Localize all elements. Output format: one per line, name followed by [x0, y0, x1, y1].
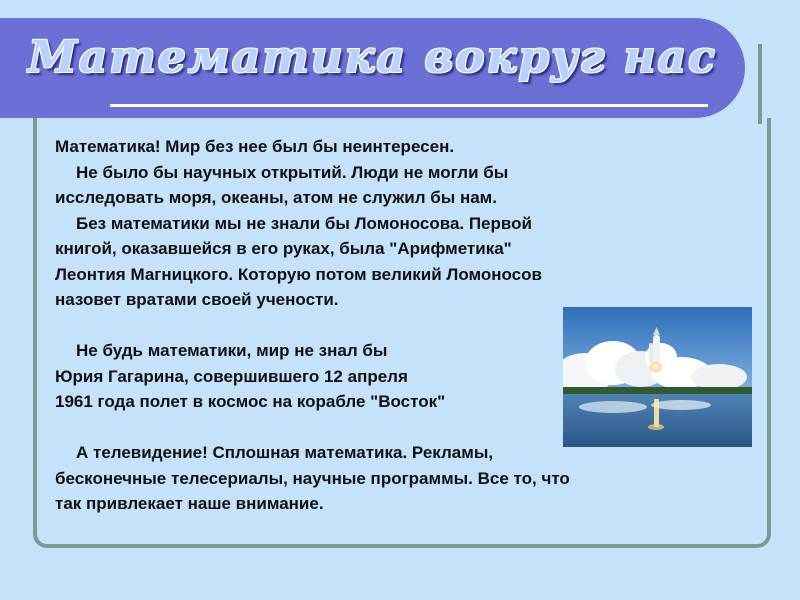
- paragraph-discoveries-line-1: Не было бы научных открытий. Люди не могли бы: [76, 162, 509, 182]
- slide-title: Математика вокруг нас: [28, 32, 717, 83]
- paragraph-intro: Математика! Мир без нее был бы неинтересен.: [55, 137, 455, 156]
- paragraph-lomonosov-line-4: назовет вратами своей учености.: [55, 290, 339, 309]
- paragraph-television-line-3: так привлекает наше внимание.: [55, 494, 324, 513]
- paragraph-lomonosov-line-2: книгой, оказавшейся в его руках, была "Арифметика": [55, 239, 512, 258]
- paragraph-discoveries-line-2: исследовать моря, океаны, атом не служил бы нам.: [55, 188, 497, 207]
- frame-right-edge: [758, 44, 762, 124]
- paragraph-lomonosov-line-1: Без математики мы не знали бы Ломоносова. Первой: [76, 213, 532, 233]
- paragraph-gagarin-line-3: 1961 года полет в космос на корабле "Восток": [55, 392, 446, 411]
- paragraph-gagarin-line-1: Не будь математики, мир не знал бы: [76, 341, 388, 360]
- paragraph-gagarin-line-2: Юрия Гагарина, совершившего 12 апреля: [55, 366, 408, 386]
- rocket-launch-photo: [563, 307, 752, 447]
- paragraph-lomonosov-line-3: Леонтия Магницкого. Которую потом великий Ломоносов: [55, 264, 542, 284]
- paragraph-television-line-1: А телевидение! Сплошная математика. Рекламы,: [76, 443, 494, 462]
- title-underline: [110, 104, 708, 107]
- paragraph-television-line-2: бесконечные телесериалы, научные программы. Все то, что: [55, 468, 570, 488]
